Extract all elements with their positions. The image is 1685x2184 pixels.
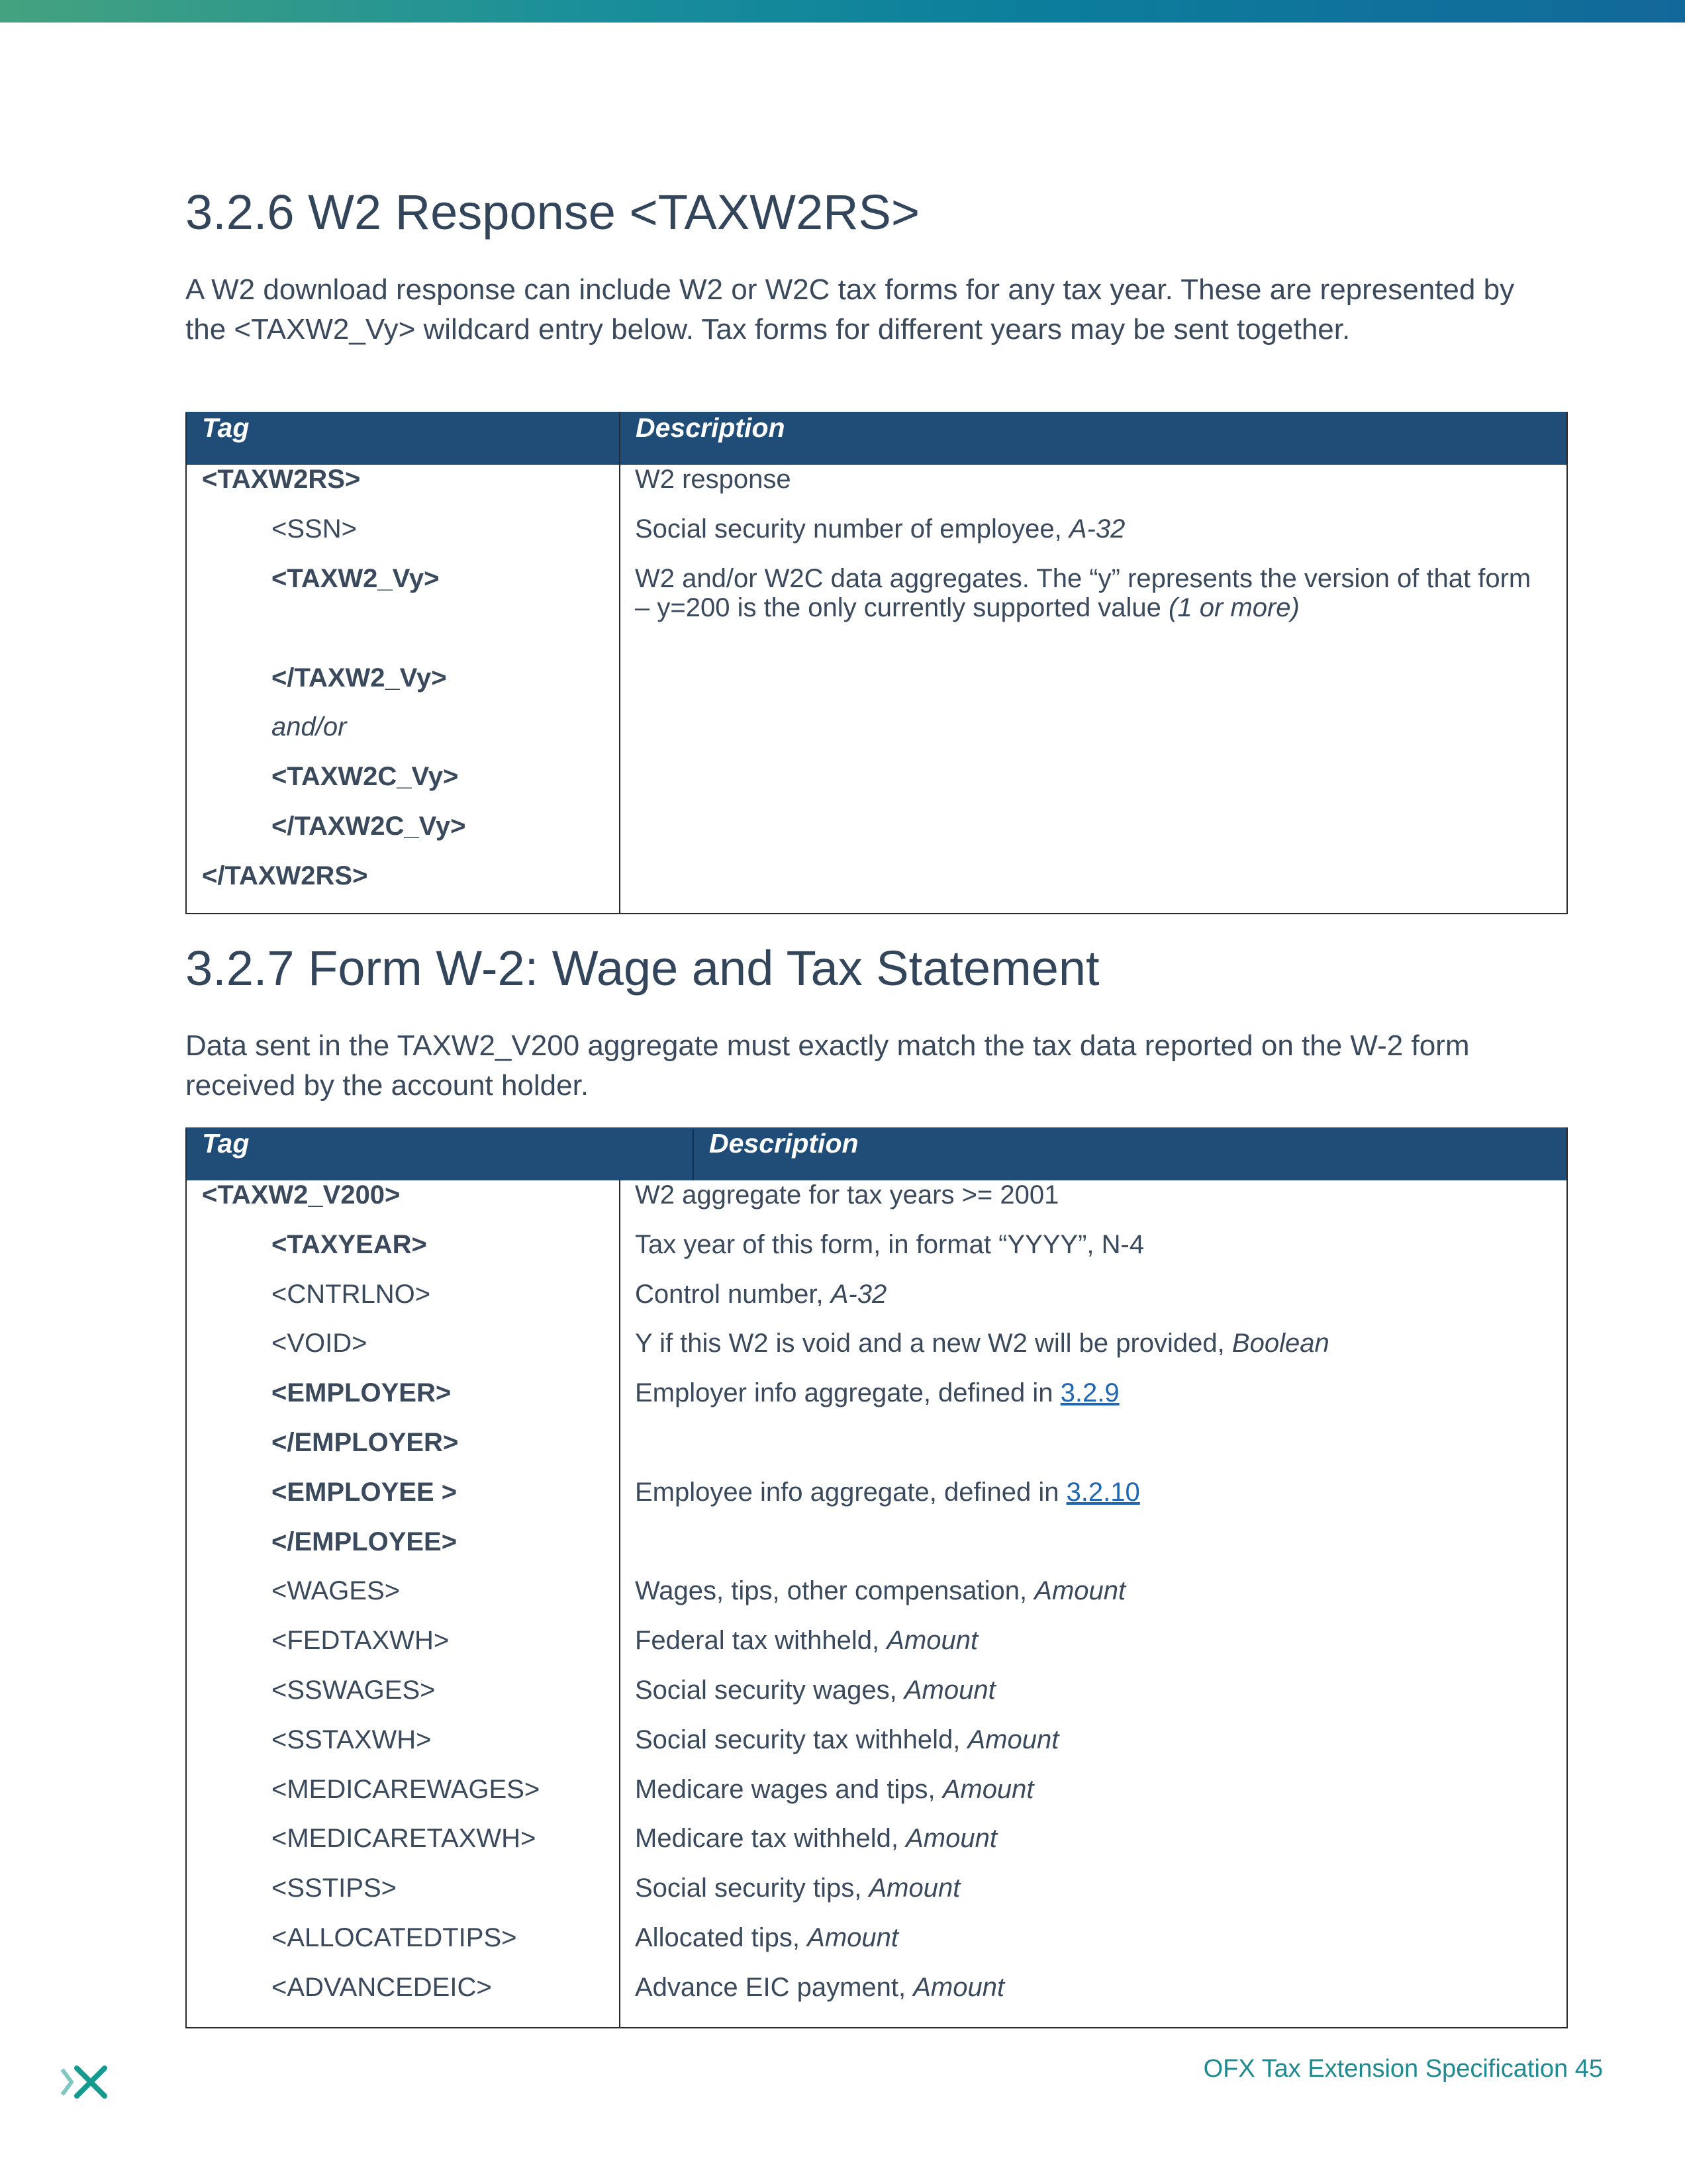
tag-cell: </EMPLOYEE> (271, 1527, 457, 1556)
table-row (186, 1626, 1567, 1676)
table-row (186, 1824, 1567, 1874)
tag-cell: <CNTRLNO> (271, 1279, 431, 1309)
description-cell: Y if this W2 is void and a new W2 will be provided, Boolean (635, 1329, 1329, 1358)
section-heading-form-w2: 3.2.7 Form W-2: Wage and Tax Statement (185, 941, 1100, 996)
tag-cell: </TAXW2_Vy> (271, 663, 447, 692)
table-row (186, 663, 1567, 713)
table-row (186, 1329, 1567, 1378)
description-cell: Employee info aggregate, defined in 3.2.10 (635, 1477, 1140, 1507)
tag-cell: <EMPLOYER> (271, 1378, 452, 1408)
footer-page-label: OFX Tax Extension Specification 45 (1203, 2055, 1603, 2083)
tag-cell: </TAXW2RS> (202, 861, 368, 890)
table-row (186, 1378, 1567, 1428)
table-header-row (186, 412, 1567, 465)
table-row (186, 564, 1567, 663)
table-row (186, 1428, 1567, 1478)
table-row (186, 1230, 1567, 1280)
tag-cell: <ADVANCEDEIC> (271, 1972, 492, 2002)
description-cell: W2 and/or W2C data aggregates. The “y” represents the version of that form – y=200 is the only currently supported value (1 or more) (635, 563, 1531, 622)
table-row (186, 1280, 1567, 1329)
table-row (186, 1923, 1567, 1973)
tag-cell: <MEDICAREWAGES> (271, 1774, 540, 1804)
description-cell: Social security tips, Amount (635, 1874, 961, 1903)
section-heading-w2-response: 3.2.6 W2 Response <TAXW2RS> (185, 185, 920, 240)
table-row (186, 1180, 1567, 1230)
table-row (186, 1576, 1567, 1626)
table-header-row (186, 1128, 1567, 1180)
table-row (186, 1478, 1567, 1527)
description-cell: Advance EIC payment, Amount (635, 1972, 1005, 2002)
tag-cell: <FEDTAXWH> (271, 1626, 450, 1656)
section-link-3-2-10[interactable]: 3.2.10 (1066, 1477, 1140, 1507)
description-cell: W2 aggregate for tax years >= 2001 (635, 1180, 1059, 1210)
description-cell: W2 response (635, 465, 791, 494)
tag-cell: and/or (271, 712, 347, 742)
description-cell: Social security wages, Amount (635, 1675, 996, 1705)
column-header-tag: Tag (186, 1128, 620, 1180)
tag-cell: <ALLOCATEDTIPS> (271, 1923, 517, 1952)
tag-cell: <SSTIPS> (271, 1874, 397, 1903)
ofx-x-logo-icon (61, 2065, 109, 2099)
description-cell: Social security number of employee, A-32 (635, 514, 1126, 544)
section-paragraph-w2-response: A W2 download response can include W2 or W2C tax forms for any tax year. These are represented by the <TAXW2_Vy> wildcard entry below. Tax forms for different years may be sent together. (185, 273, 1515, 346)
tag-cell: <TAXW2C_Vy> (271, 762, 459, 792)
tag-cell: <VOID> (271, 1329, 367, 1358)
tag-cell: <TAXW2_V200> (202, 1180, 401, 1210)
column-header-description: Description (620, 412, 1567, 465)
description-cell: Federal tax withheld, Amount (635, 1626, 979, 1656)
table-row (186, 812, 1567, 861)
form-w2-table (185, 1127, 1568, 2028)
table-row (186, 861, 1567, 914)
description-cell: Allocated tips, Amount (635, 1923, 898, 1952)
column-header-description: Description (620, 1128, 1567, 1180)
tag-cell: <TAXW2RS> (202, 465, 361, 494)
table-row (186, 712, 1567, 762)
tag-cell: </EMPLOYER> (271, 1427, 459, 1457)
tag-cell: <SSTAXWH> (271, 1725, 432, 1754)
description-cell: Wages, tips, other compensation, Amount (635, 1576, 1126, 1606)
w2-response-table (185, 412, 1568, 914)
column-header-tag: Tag (186, 412, 620, 465)
tag-cell: <WAGES> (271, 1576, 401, 1606)
table-row (186, 514, 1567, 564)
table-row (186, 1973, 1567, 2028)
description-cell: Medicare wages and tips, Amount (635, 1774, 1034, 1804)
top-gradient-bar (0, 0, 1685, 23)
tag-cell: </TAXW2C_Vy> (271, 811, 466, 841)
table-row (186, 1775, 1567, 1825)
section-link-3-2-9[interactable]: 3.2.9 (1060, 1378, 1120, 1408)
table-row (186, 465, 1567, 514)
description-cell: Employer info aggregate, defined in 3.2.9 (635, 1378, 1120, 1408)
description-cell: Control number, A-32 (635, 1279, 887, 1309)
description-cell: Medicare tax withheld, Amount (635, 1824, 997, 1854)
description-cell: Tax year of this form, in format “YYYY”, N-4 (635, 1229, 1145, 1259)
table-row (186, 1725, 1567, 1775)
tag-cell: <TAXYEAR> (271, 1229, 427, 1259)
section-paragraph-form-w2: Data sent in the TAXW2_V200 aggregate must exactly match the tax data reported on the W-2 form received by the account holder. (185, 1029, 1470, 1102)
tag-cell: <EMPLOYEE > (271, 1477, 457, 1507)
tag-cell: <MEDICARETAXWH> (271, 1824, 536, 1854)
table-row (186, 1527, 1567, 1577)
tag-cell: <SSN> (271, 514, 357, 544)
tag-cell: <TAXW2_Vy> (271, 563, 440, 593)
description-cell: Social security tax withheld, Amount (635, 1725, 1059, 1754)
tag-cell: <SSWAGES> (271, 1675, 436, 1705)
table-row (186, 1676, 1567, 1725)
table-row (186, 1874, 1567, 1923)
table-row (186, 762, 1567, 812)
